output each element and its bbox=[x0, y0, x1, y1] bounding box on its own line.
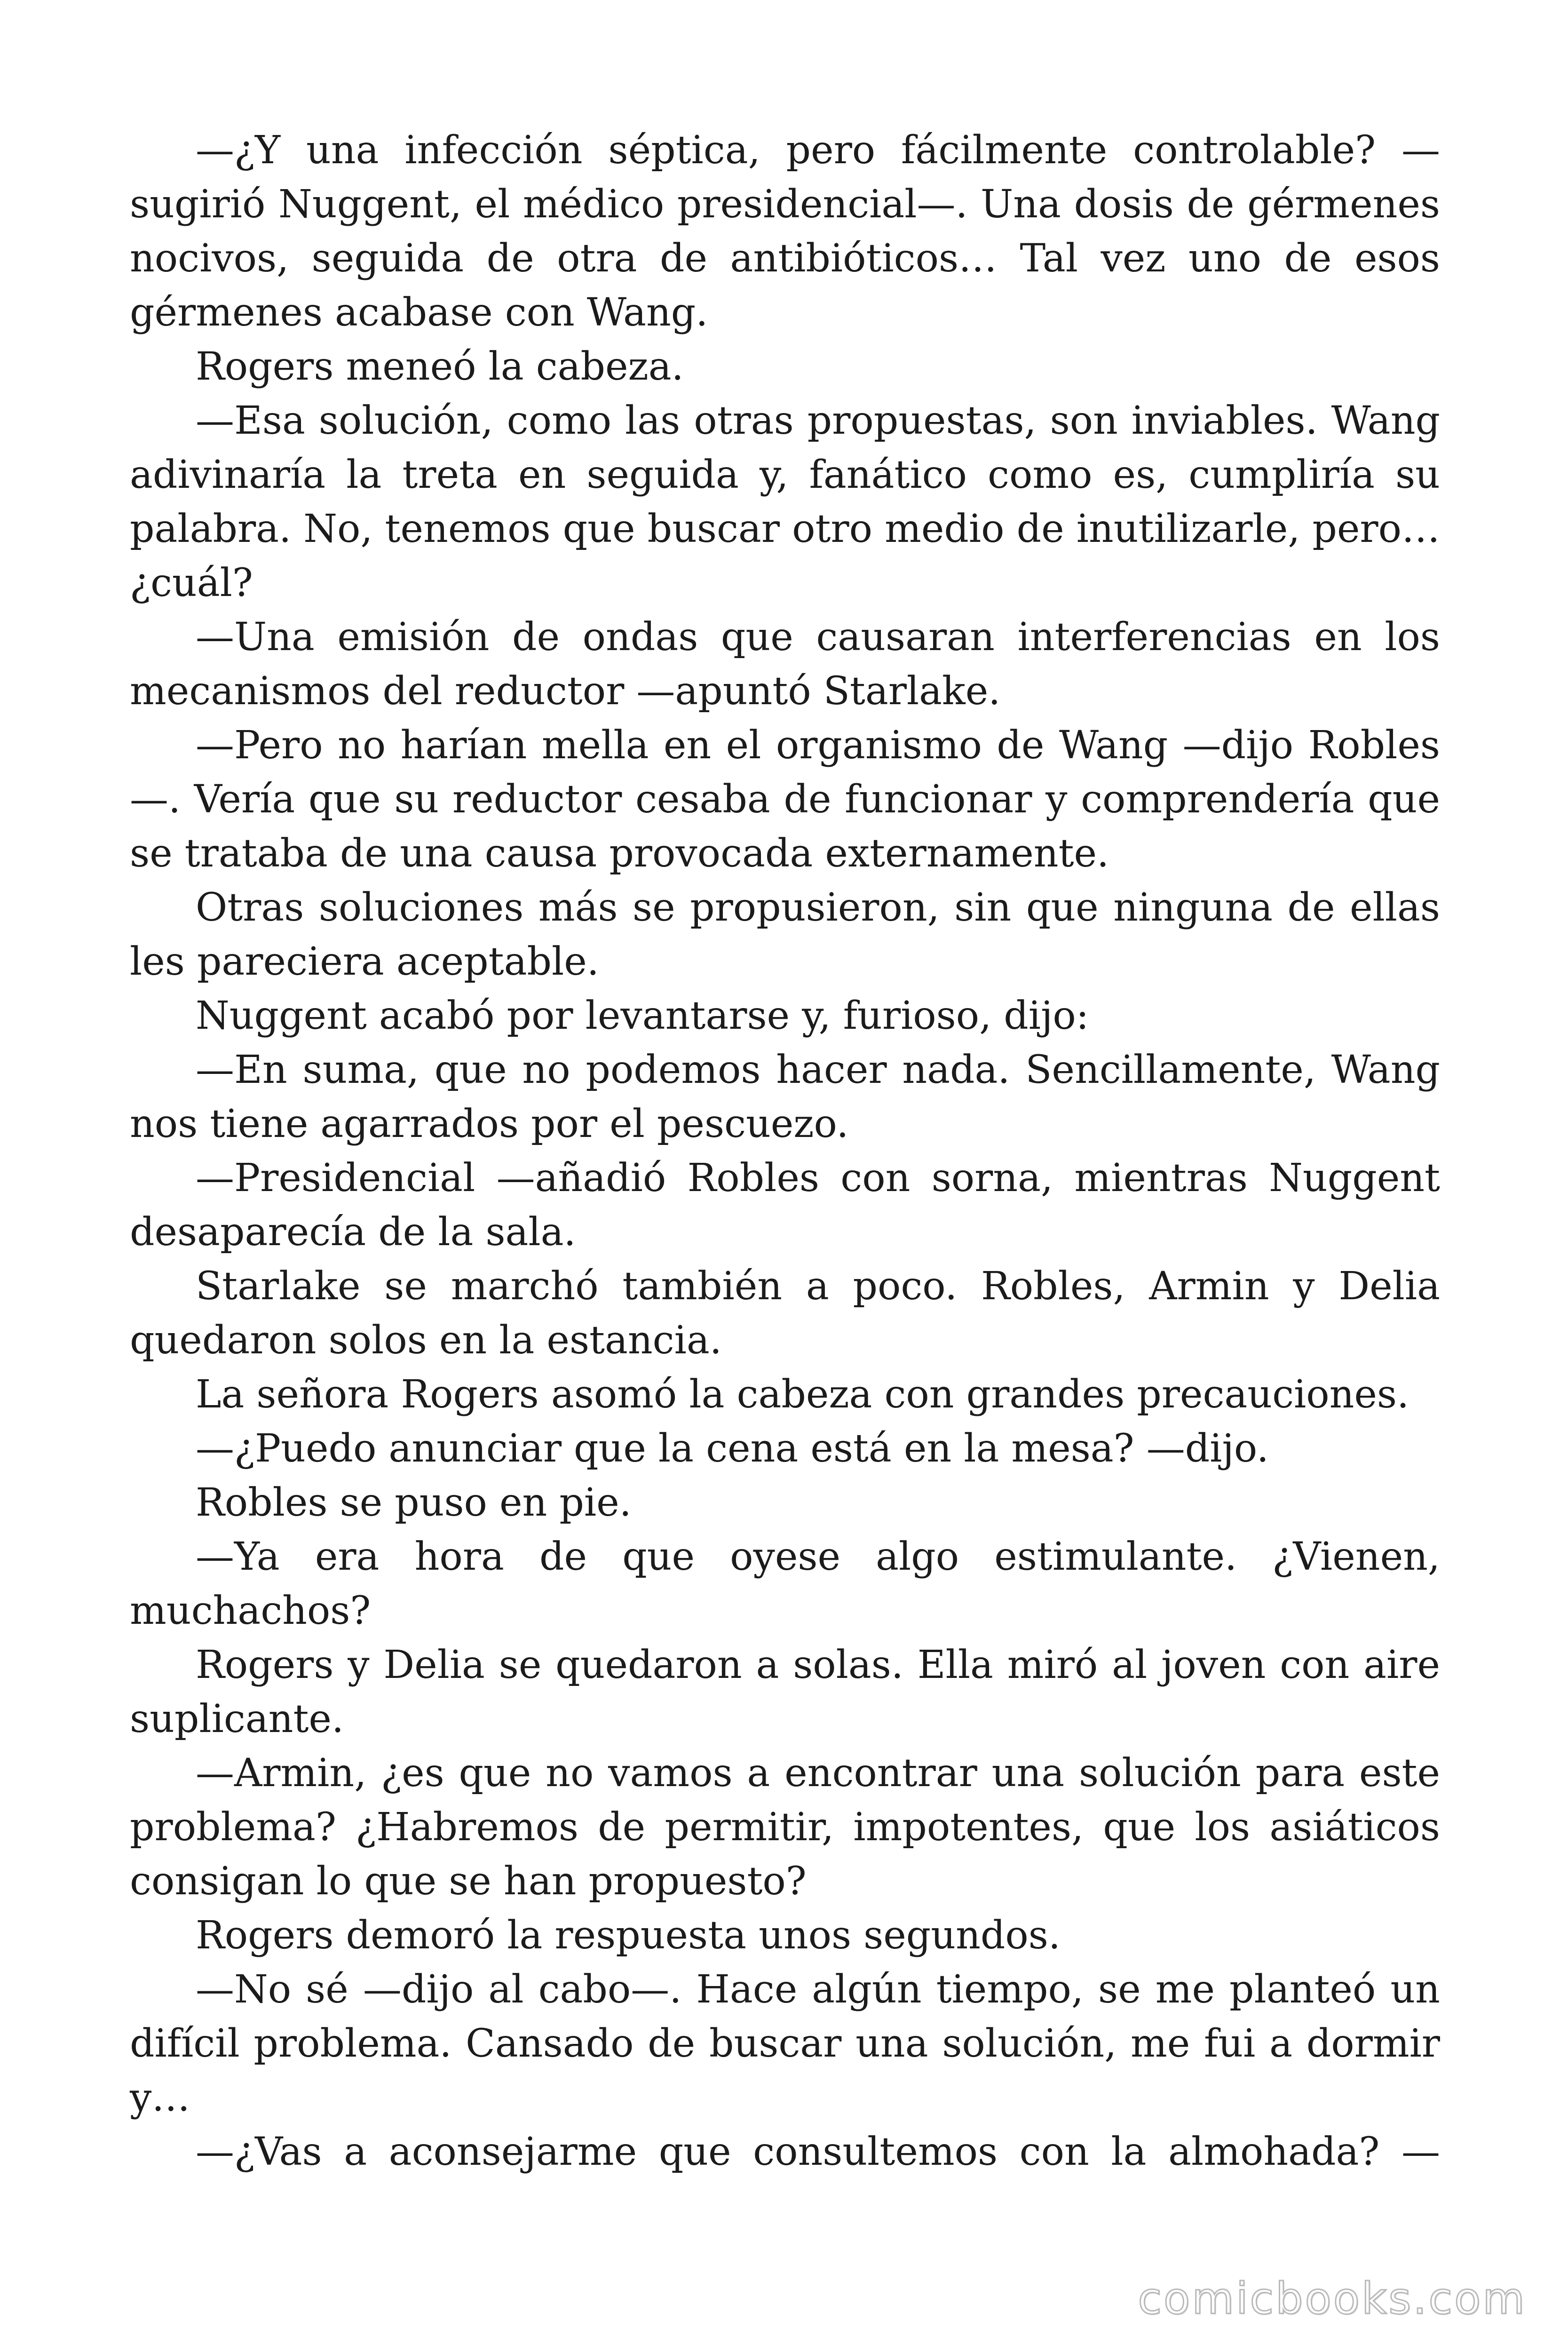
paragraph: —Pero no harían mella en el organismo de Wang —dijo Robles —. Vería que su reductor cesaba de funcionar y comprendería que se trataba de una causa provocada externamente. bbox=[130, 723, 1440, 876]
paragraph: —Presidencial —añadió Robles con sorna, mientras Nuggent desaparecía de la sala. bbox=[130, 1156, 1440, 1255]
paragraph: Starlake se marchó también a poco. Robles, Armin y Delia quedaron solos en la estancia. bbox=[130, 1264, 1440, 1363]
paragraph: —¿Puedo anunciar que la cena está en la mesa? —dijo. bbox=[196, 1426, 1269, 1471]
watermark: comicbooks.com bbox=[1138, 2273, 1527, 2324]
paragraph: Nuggent acabó por levantarse y, furioso, dijo: bbox=[196, 993, 1089, 1038]
paragraph: —No sé —dijo al cabo—. Hace algún tiempo, se me planteó un difícil problema. Cansado de buscar una solución, me fui a dormir y… bbox=[130, 1967, 1440, 2120]
paragraph: —Esa solución, como las otras propuestas, son inviables. Wang adivinaría la treta en seguida y, fanático como es, cumpliría su palabra. No, tenemos que buscar otro medio de inutilizarle, pero… ¿cuál? bbox=[130, 398, 1440, 605]
paragraph: Rogers y Delia se quedaron a solas. Ella miró al joven con aire suplicante. bbox=[130, 1643, 1440, 1741]
paragraph: —Armin, ¿es que no vamos a encontrar una solución para este problema? ¿Habremos de permitir, impotentes, que los asiáticos consigan lo que se han propuesto? bbox=[130, 1751, 1440, 1904]
paragraph: —¿Y una infección séptica, pero fácilmente controlable? —sugirió Nuggent, el médico presidencial—. Una dosis de gérmenes nocivos, seguida de otra de antibióticos… Tal vez uno de esos gérmenes acabase con Wang. bbox=[130, 128, 1440, 335]
paragraph-continues: —¿Vas a aconsejarme que consultemos con la almohada? — bbox=[196, 2130, 1440, 2174]
paragraph: —En suma, que no podemos hacer nada. Sencillamente, Wang nos tiene agarrados por el pescuezo. bbox=[130, 1048, 1440, 1146]
paragraph: Rogers demoró la respuesta unos segundos. bbox=[196, 1913, 1061, 1958]
paragraph: —Ya era hora de que oyese algo estimulante. ¿Vienen, muchachos? bbox=[130, 1534, 1440, 1633]
book-page-text bbox=[130, 123, 1440, 2179]
paragraph: Robles se puso en pie. bbox=[196, 1480, 632, 1525]
paragraph: —Una emisión de ondas que causaran interferencias en los mecanismos del reductor —apuntó Starlake. bbox=[130, 615, 1440, 714]
paragraph: La señora Rogers asomó la cabeza con grandes precauciones. bbox=[196, 1372, 1410, 1417]
paragraph: Otras soluciones más se propusieron, sin que ninguna de ellas les pareciera aceptable. bbox=[130, 885, 1440, 984]
paragraph: Rogers meneó la cabeza. bbox=[196, 344, 684, 389]
